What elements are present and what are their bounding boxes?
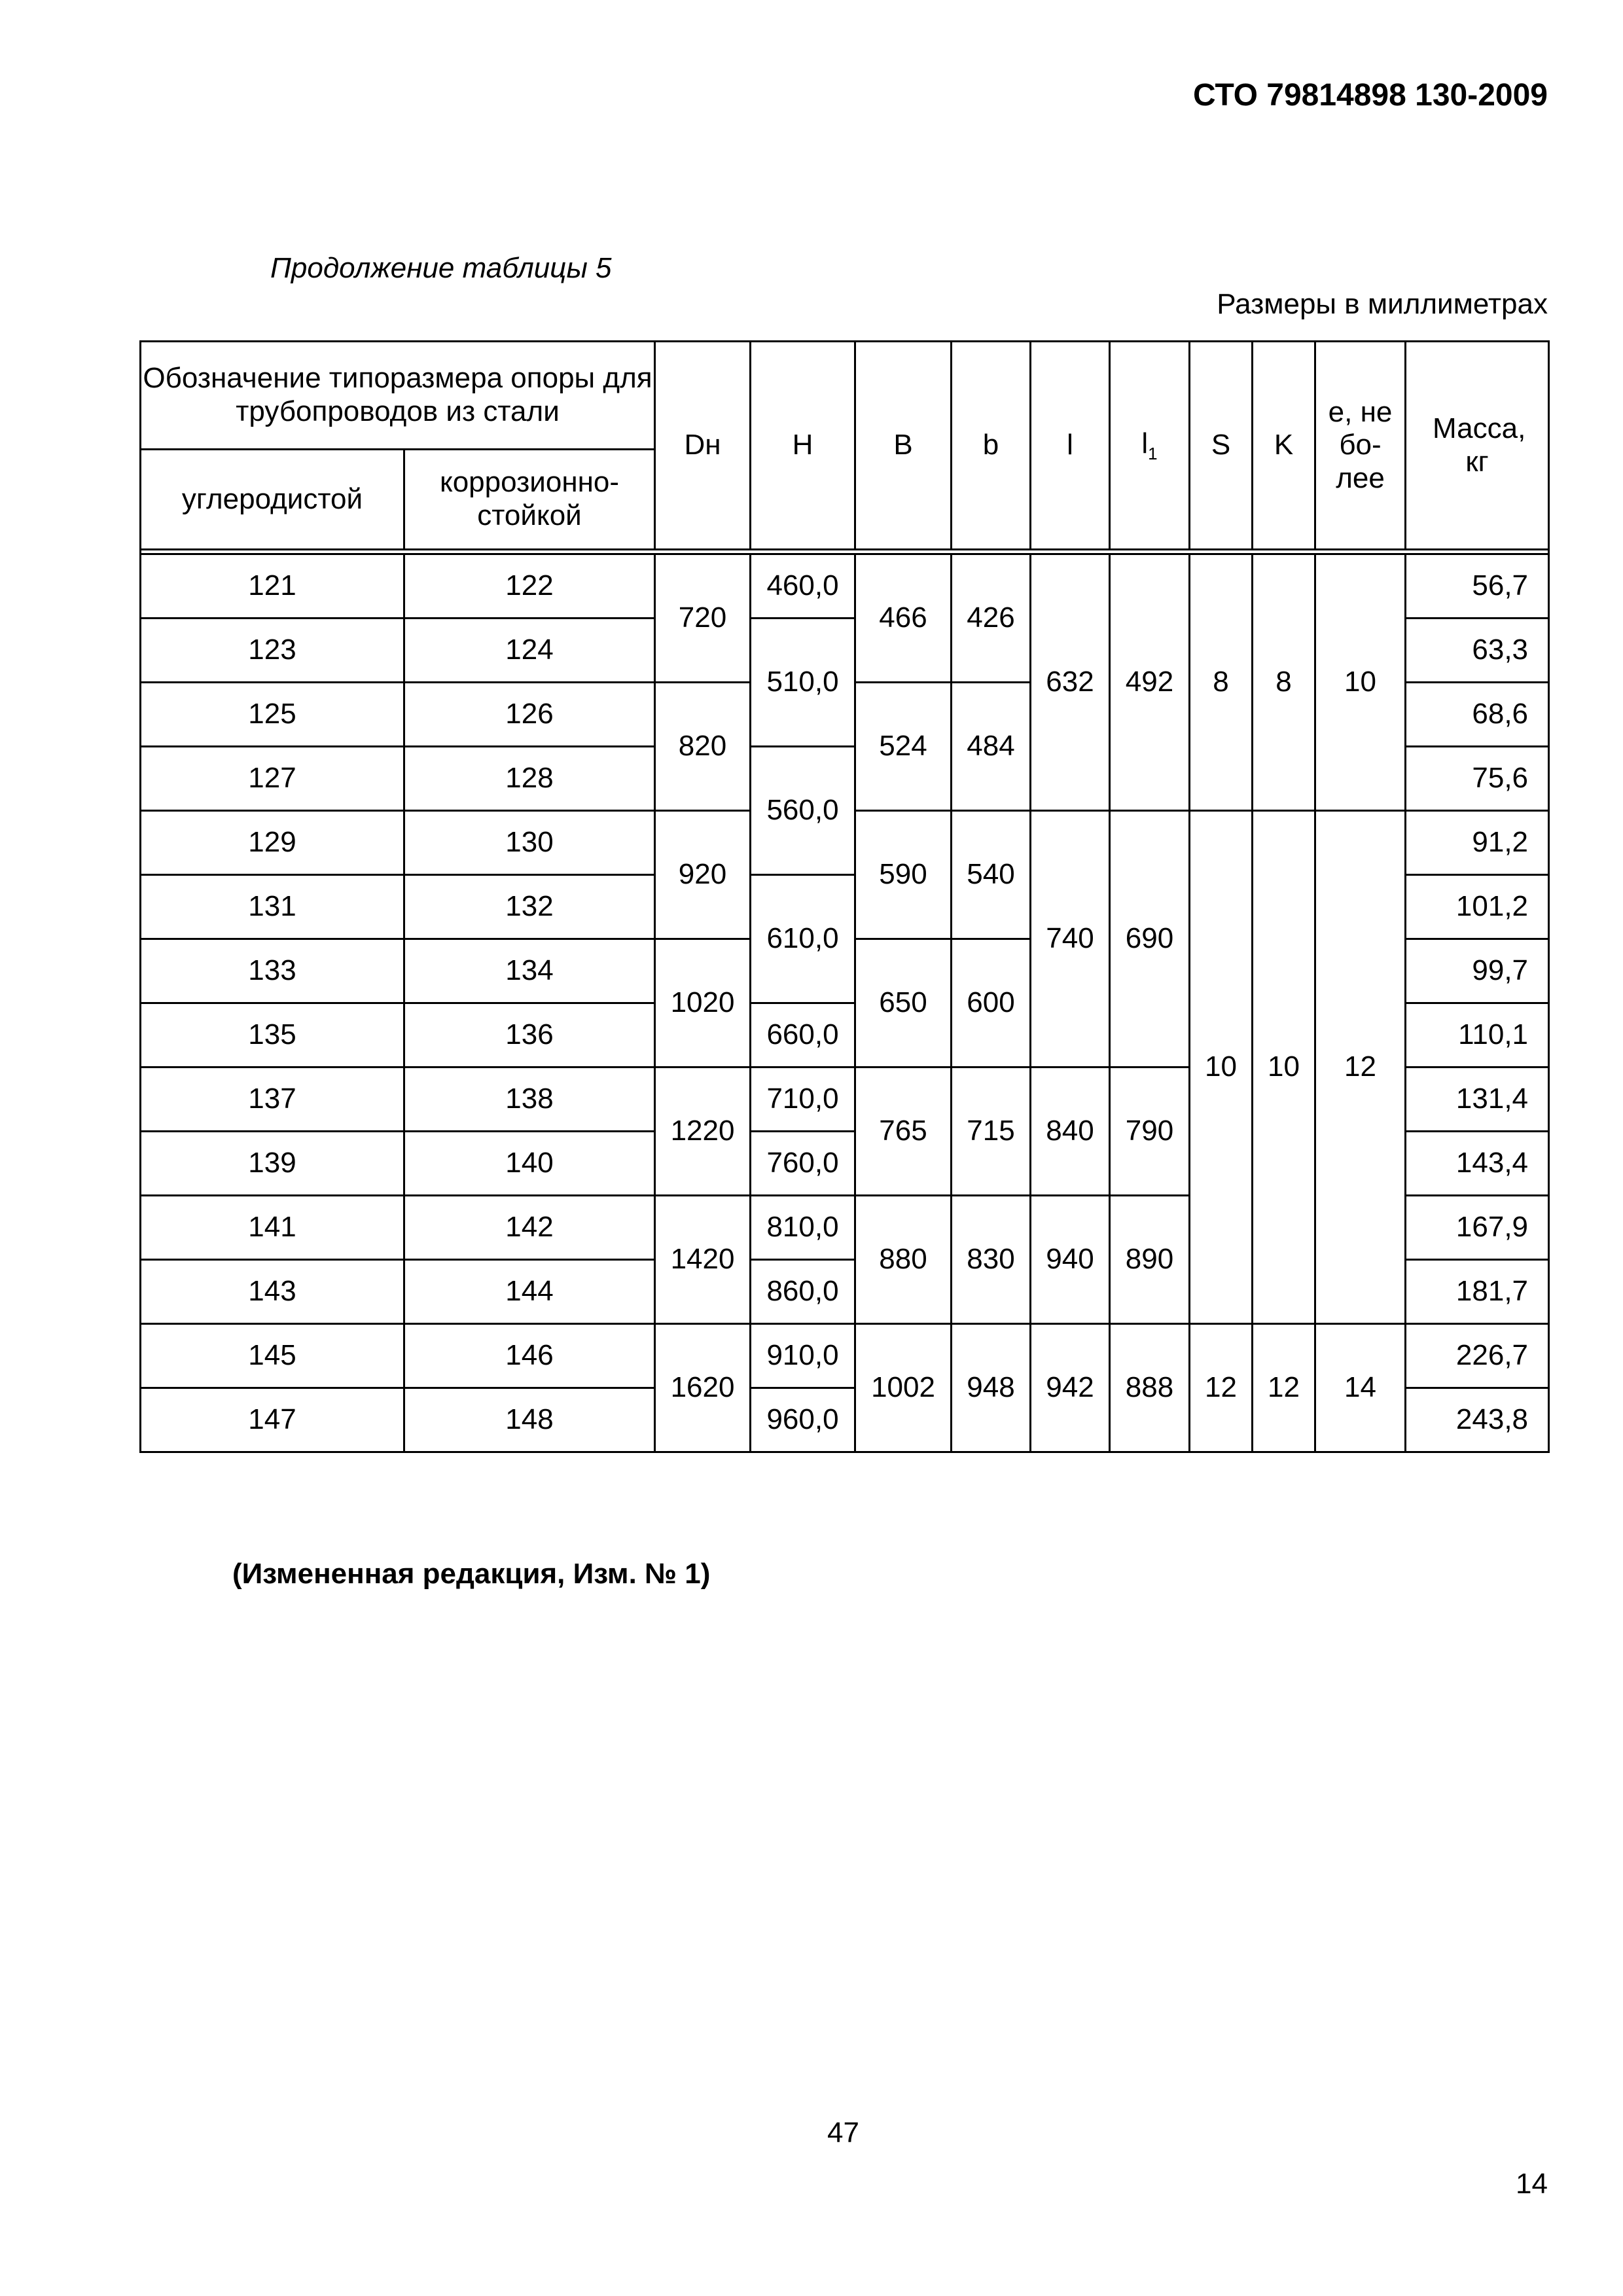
header-l1-base: l (1141, 427, 1149, 459)
header-mass: Масса, кг (1406, 342, 1549, 550)
revision-note: (Измененная редакция, Изм. № 1) (232, 1558, 711, 1590)
cell-stainless: 148 (404, 1388, 655, 1452)
cell-s: 12 (1190, 1324, 1253, 1452)
cell-dn: 1220 (655, 1067, 751, 1196)
cell-B: 590 (855, 811, 952, 939)
cell-mass: 63,3 (1406, 619, 1549, 683)
cell-stainless: 146 (404, 1324, 655, 1388)
cell-b: 540 (952, 811, 1031, 939)
cell-l1: 790 (1110, 1067, 1190, 1196)
cell-h: 560,0 (751, 747, 855, 875)
header-l1 (1110, 342, 1190, 550)
cell-mass: 143,4 (1406, 1132, 1549, 1196)
cell-dn: 1420 (655, 1196, 751, 1324)
cell-b: 600 (952, 939, 1031, 1067)
cell-stainless: 144 (404, 1260, 655, 1324)
cell-mass: 99,7 (1406, 939, 1549, 1003)
cell-stainless: 130 (404, 811, 655, 875)
cell-carbon: 139 (141, 1132, 404, 1196)
cell-l1: 690 (1110, 811, 1190, 1067)
header-divider (141, 550, 1549, 554)
header-l: l (1031, 342, 1110, 550)
cell-mass: 181,7 (1406, 1260, 1549, 1324)
cell-h: 960,0 (751, 1388, 855, 1452)
cell-mass: 68,6 (1406, 683, 1549, 747)
cell-mass: 131,4 (1406, 1067, 1549, 1132)
cell-carbon: 121 (141, 554, 404, 619)
cell-mass: 167,9 (1406, 1196, 1549, 1260)
header-e: е, не бо-лее (1315, 342, 1406, 550)
cell-h: 860,0 (751, 1260, 855, 1324)
cell-l: 840 (1031, 1067, 1110, 1196)
cell-dn: 820 (655, 683, 751, 811)
cell-stainless: 134 (404, 939, 655, 1003)
cell-b: 484 (952, 683, 1031, 811)
page-number-center: 47 (827, 2117, 859, 2149)
cell-l1: 492 (1110, 554, 1190, 811)
header-k: K (1253, 342, 1315, 550)
cell-b: 948 (952, 1324, 1031, 1452)
cell-mass: 226,7 (1406, 1324, 1549, 1388)
cell-e: 12 (1315, 811, 1406, 1324)
cell-mass: 91,2 (1406, 811, 1549, 875)
cell-carbon: 145 (141, 1324, 404, 1388)
cell-b: 830 (952, 1196, 1031, 1324)
cell-h: 610,0 (751, 875, 855, 1003)
header-h: H (751, 342, 855, 550)
cell-h: 710,0 (751, 1067, 855, 1132)
cell-stainless: 138 (404, 1067, 655, 1132)
cell-dn: 920 (655, 811, 751, 939)
cell-l: 740 (1031, 811, 1110, 1067)
cell-e: 10 (1315, 554, 1406, 811)
cell-mass: 110,1 (1406, 1003, 1549, 1067)
cell-h: 910,0 (751, 1324, 855, 1388)
cell-h: 510,0 (751, 619, 855, 747)
cell-h: 460,0 (751, 554, 855, 619)
cell-carbon: 127 (141, 747, 404, 811)
cell-l1: 888 (1110, 1324, 1190, 1452)
cell-s: 8 (1190, 554, 1253, 811)
cell-k: 12 (1253, 1324, 1315, 1452)
cell-B: 466 (855, 554, 952, 683)
header-dn: Dн (655, 342, 751, 550)
cell-l: 942 (1031, 1324, 1110, 1452)
cell-mass: 56,7 (1406, 554, 1549, 619)
cell-B: 765 (855, 1067, 952, 1196)
cell-stainless: 126 (404, 683, 655, 747)
header-s: S (1190, 342, 1253, 550)
cell-l: 632 (1031, 554, 1110, 811)
cell-b: 715 (952, 1067, 1031, 1196)
cell-carbon: 141 (141, 1196, 404, 1260)
cell-mass: 243,8 (1406, 1388, 1549, 1452)
cell-k: 10 (1253, 811, 1315, 1324)
cell-carbon: 131 (141, 875, 404, 939)
cell-stainless: 122 (404, 554, 655, 619)
cell-s: 10 (1190, 811, 1253, 1324)
cell-mass: 75,6 (1406, 747, 1549, 811)
cell-stainless: 140 (404, 1132, 655, 1196)
cell-B: 880 (855, 1196, 952, 1324)
cell-e: 14 (1315, 1324, 1406, 1452)
cell-h: 660,0 (751, 1003, 855, 1067)
cell-h: 810,0 (751, 1196, 855, 1260)
header-B: B (855, 342, 952, 550)
cell-h: 760,0 (751, 1132, 855, 1196)
cell-stainless: 136 (404, 1003, 655, 1067)
cell-stainless: 132 (404, 875, 655, 939)
cell-carbon: 125 (141, 683, 404, 747)
document-code: СТО 79814898 130-2009 (1192, 78, 1548, 113)
cell-carbon: 135 (141, 1003, 404, 1067)
units-note: Размеры в миллиметрах (1217, 288, 1548, 320)
cell-mass: 101,2 (1406, 875, 1549, 939)
cell-carbon: 129 (141, 811, 404, 875)
cell-l1: 890 (1110, 1196, 1190, 1324)
cell-dn: 1620 (655, 1324, 751, 1452)
cell-carbon: 137 (141, 1067, 404, 1132)
header-carbon-steel: углеродистой (141, 450, 404, 550)
header-stainless-steel: коррозионно-стойкой (404, 450, 655, 550)
header-b: b (952, 342, 1031, 550)
cell-carbon: 143 (141, 1260, 404, 1324)
cell-l: 940 (1031, 1196, 1110, 1324)
cell-B: 524 (855, 683, 952, 811)
table-caption: Продолжение таблицы 5 (270, 252, 612, 284)
cell-stainless: 124 (404, 619, 655, 683)
cell-carbon: 147 (141, 1388, 404, 1452)
cell-stainless: 128 (404, 747, 655, 811)
header-designation: Обозначение типоразмера опоры для трубопроводов из стали (141, 342, 655, 450)
page-number-right: 14 (1516, 2168, 1548, 2200)
dimensions-table (139, 340, 1550, 1453)
header-l1-subscript: 1 (1148, 443, 1158, 463)
cell-stainless: 142 (404, 1196, 655, 1260)
cell-carbon: 133 (141, 939, 404, 1003)
cell-dn: 1020 (655, 939, 751, 1067)
cell-carbon: 123 (141, 619, 404, 683)
cell-k: 8 (1253, 554, 1315, 811)
cell-b: 426 (952, 554, 1031, 683)
cell-B: 1002 (855, 1324, 952, 1452)
cell-B: 650 (855, 939, 952, 1067)
cell-dn: 720 (655, 554, 751, 683)
